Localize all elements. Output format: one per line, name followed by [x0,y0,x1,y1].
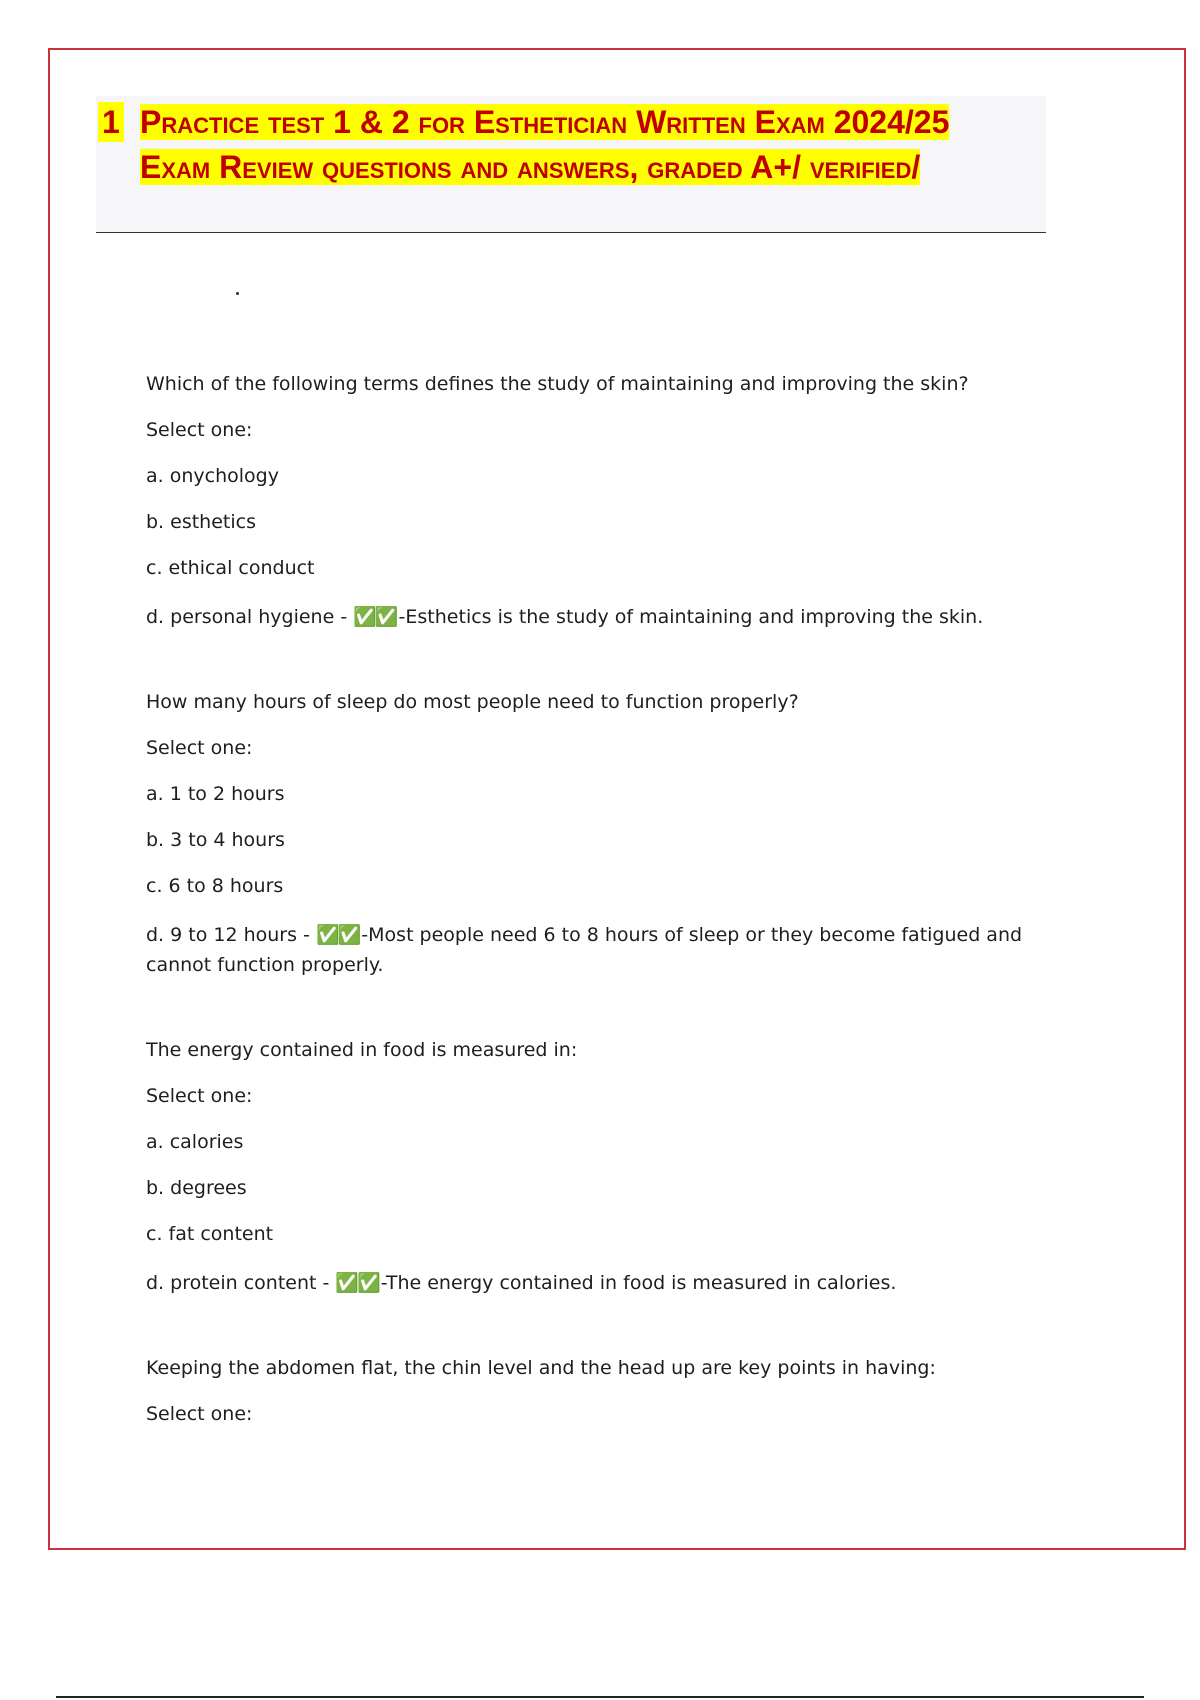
footer-rule [56,1696,1144,1698]
option-d-with-answer [146,602,1046,632]
question-1 [146,372,1046,632]
option-d: d. protein content - [146,1272,330,1294]
page-title-text: Practice test 1 & 2 for Esthetician Written Exam 2024/25 Exam Review questions and answers, graded A+/ verified/ [140,104,950,185]
select-instruction: Select one: [146,1085,253,1107]
question-prompt: The energy contained in food is measured in: [146,1039,578,1061]
answer-explanation: -Esthetics is the study of maintaining and improving the skin. [398,606,984,628]
question-prompt: Which of the following terms defines the study of maintaining and improving the skin? [146,373,969,395]
check-mark-icon: ✅✅ [335,1272,379,1294]
check-mark-icon: ✅✅ [353,606,397,628]
option-b: b. degrees [146,1177,247,1199]
answer-explanation: -Most people need 6 to 8 hours of sleep or they become fatigued and cannot function properly. [146,924,1023,976]
stray-dot [236,292,239,295]
option-c: c. ethical conduct [146,557,315,579]
option-d: d. 9 to 12 hours - [146,924,310,946]
select-instruction: Select one: [146,1403,253,1425]
option-a: a. 1 to 2 hours [146,783,285,805]
option-a: a. onychology [146,465,279,487]
option-b: b. 3 to 4 hours [146,829,285,851]
questions-list [146,372,1046,1485]
page-title [140,100,1020,190]
option-c: c. 6 to 8 hours [146,875,284,897]
option-a: a. calories [146,1131,244,1153]
question-prompt: How many hours of sleep do most people need to function properly? [146,691,799,713]
select-instruction: Select one: [146,737,253,759]
question-3 [146,1038,1046,1298]
option-d-with-answer [146,1268,1046,1298]
option-b: b. esthetics [146,511,256,533]
answer-explanation: -The energy contained in food is measured in calories. [380,1272,897,1294]
question-2 [146,690,1046,980]
question-prompt: Keeping the abdomen flat, the chin level and the head up are key points in having: [146,1357,936,1379]
check-mark-icon: ✅✅ [315,924,360,946]
option-d-with-answer [146,920,1046,980]
option-d: d. personal hygiene - [146,606,348,628]
question-4 [146,1356,1046,1427]
option-c: c. fat content [146,1223,274,1245]
select-instruction: Select one: [146,419,253,441]
title-block [96,96,1046,233]
heading-number: 1 [98,102,124,142]
